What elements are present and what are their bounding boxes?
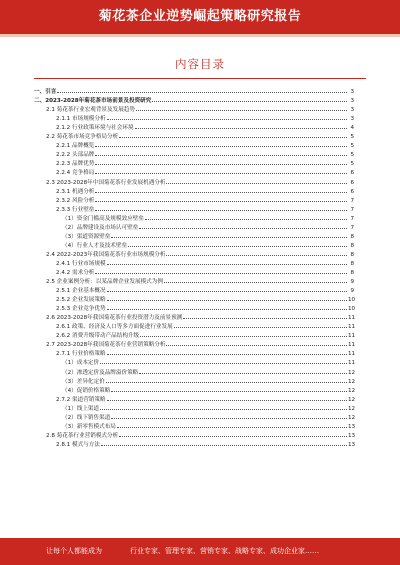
toc-entry[interactable] <box>34 240 354 249</box>
toc-entry[interactable] <box>34 167 354 176</box>
toc-entry-title: （1）成本定价 <box>62 360 100 367</box>
toc-entry-title: 2.2.2 头部品牌 <box>56 152 95 159</box>
toc-entry-title: 2.3.2 风险分析 <box>56 197 95 204</box>
toc-entry-title: 2.8 菊花茶行业营销模式分析 <box>46 432 119 439</box>
dot-leader <box>119 137 347 138</box>
toc-entry-title: 一、引言 <box>34 89 57 96</box>
dot-leader <box>101 445 347 446</box>
toc-entry-title: 2.1.2 行业政策环境与社会环境 <box>56 125 134 132</box>
toc-entry[interactable] <box>34 357 354 366</box>
dot-leader <box>111 391 347 392</box>
toc-entry-page: 6 <box>350 170 354 177</box>
toc-entry[interactable] <box>34 285 354 294</box>
dot-leader <box>100 363 347 364</box>
dot-leader <box>183 318 347 319</box>
dot-leader <box>106 382 347 383</box>
toc-entry[interactable] <box>34 294 354 303</box>
toc-entry-page: 11 <box>348 333 356 340</box>
toc-entry-page: 5 <box>350 143 354 150</box>
toc-entry[interactable] <box>34 403 354 412</box>
toc-entry-title: 2.5 企业案例分析：以某品牌企业发展模式为例 <box>46 279 163 286</box>
toc-entry-title: 2.2.1 品牌概览 <box>56 143 95 150</box>
toc-entry[interactable] <box>34 430 354 439</box>
toc-entry-title: （4）促销价格策略 <box>62 387 111 394</box>
toc-entry[interactable] <box>34 376 354 385</box>
toc-entry[interactable] <box>34 303 354 312</box>
dot-leader <box>107 300 347 301</box>
toc-entry-page: 13 <box>348 423 356 430</box>
dot-leader <box>140 336 347 337</box>
divider <box>34 78 366 79</box>
toc-entry[interactable] <box>34 249 354 258</box>
toc-entry[interactable] <box>34 276 354 285</box>
toc-entry-page: 10 <box>348 297 356 304</box>
header-stripe <box>0 34 400 37</box>
toc-entry[interactable] <box>34 95 354 104</box>
toc-entry[interactable] <box>34 412 354 421</box>
dot-leader <box>95 201 347 202</box>
toc-entry-title: 2.3 2023-2028年中国菊花茶行业发展机遇分析 <box>46 179 166 186</box>
toc-entry-page: 8 <box>350 233 354 240</box>
dot-leader <box>107 309 347 310</box>
toc-entry-page: 3 <box>350 107 354 114</box>
toc-entry[interactable] <box>34 86 354 95</box>
dot-leader <box>119 436 347 437</box>
toc-entry-title: 2.4.2 需求分析 <box>56 269 95 276</box>
dot-leader <box>95 192 347 193</box>
footer-roles: 行业专家、管理专家、营销专家、战略专家、成功企业家…… <box>130 547 319 555</box>
toc-entry-title: 2.4.1 行业市场规模 <box>56 260 106 267</box>
toc-entry-title: （2）线下销售渠道 <box>62 414 111 421</box>
toc-entry[interactable] <box>34 186 354 195</box>
dot-leader <box>111 418 347 419</box>
dot-leader <box>174 327 347 328</box>
toc-entry-page: 8 <box>350 269 354 276</box>
toc-entry-page: 12 <box>348 414 356 421</box>
dot-leader <box>135 128 347 129</box>
dot-leader <box>95 164 347 165</box>
toc-entry[interactable] <box>34 267 354 276</box>
toc-entry[interactable] <box>34 140 354 149</box>
toc-entry[interactable] <box>34 366 354 375</box>
toc-entry[interactable] <box>34 439 354 448</box>
toc-entry-page: 6 <box>350 179 354 186</box>
toc-entry-page: 8 <box>350 260 354 267</box>
dot-leader <box>57 92 347 93</box>
toc-entry[interactable] <box>34 321 354 330</box>
toc-entry-page: 7 <box>350 197 354 204</box>
toc-entry-page: 11 <box>348 360 356 367</box>
toc-entry-page: 4 <box>350 125 354 132</box>
toc-entry[interactable] <box>34 385 354 394</box>
table-of-contents <box>34 86 354 448</box>
toc-entry-title: （3）新零售模式布局 <box>62 423 116 430</box>
toc-entry-title: （1）资金门槛高及规模效应壁垒 <box>62 215 144 222</box>
dot-leader <box>107 400 347 401</box>
toc-entry-title: （2）渗透定价及品牌溢价策略 <box>62 369 139 376</box>
toc-entry-title: 2.1 菊花茶行业宏观背景及发展趋势 <box>46 107 135 114</box>
toc-entry[interactable] <box>34 158 354 167</box>
toc-entry[interactable] <box>34 312 354 321</box>
toc-entry-page: 3 <box>350 98 354 105</box>
toc-entry-page: 8 <box>350 242 354 249</box>
dot-leader <box>136 110 347 111</box>
toc-title: 内容目录 <box>175 57 225 71</box>
dot-leader <box>95 146 347 147</box>
toc-entry[interactable] <box>34 131 354 140</box>
toc-entry-page: 11 <box>348 351 356 358</box>
footer-slogan: 让每个人都能成为 <box>46 547 102 555</box>
toc-entry[interactable] <box>34 122 354 131</box>
toc-entry-title: 2.6.1 政策、经济及人口等多方面促进行业发展 <box>56 324 173 331</box>
toc-entry-title: 2.4 2022-2023年我国菊花茶行业市场规模分析 <box>46 251 166 258</box>
toc-entry-page: 7 <box>350 206 354 213</box>
toc-entry-page: 11 <box>348 315 356 322</box>
toc-entry-page: 12 <box>348 369 356 376</box>
dot-leader <box>95 210 347 211</box>
toc-entry-title: 2.2 菊花茶市场竞争格局分析 <box>46 134 119 141</box>
toc-entry-page: 3 <box>350 116 354 123</box>
toc-entry-title: （4）行业人才及技术壁垒 <box>62 242 128 249</box>
footer-banner <box>0 538 400 565</box>
toc-entry-page: 12 <box>348 396 356 403</box>
toc-entry[interactable] <box>34 113 354 122</box>
toc-entry-title: 2.1.1 市场规模分析 <box>56 116 106 123</box>
toc-entry[interactable] <box>34 204 354 213</box>
dot-leader <box>117 427 347 428</box>
dot-leader <box>107 354 347 355</box>
toc-entry[interactable] <box>34 348 354 357</box>
toc-entry-title: 二、2023-2028年菊花茶市场前景及投资研究 <box>34 98 152 105</box>
dot-leader <box>152 101 347 102</box>
dot-leader <box>95 273 347 274</box>
toc-entry-page: 12 <box>348 387 356 394</box>
toc-entry-page: 13 <box>348 441 356 448</box>
toc-entry-page: 5 <box>350 161 354 168</box>
dot-leader <box>166 255 347 256</box>
toc-entry[interactable] <box>34 104 354 113</box>
toc-entry[interactable] <box>34 176 354 185</box>
toc-entry[interactable] <box>34 258 354 267</box>
dot-leader <box>107 264 347 265</box>
dot-leader <box>145 219 347 220</box>
toc-entry-title: （3）差异化定价 <box>62 378 105 385</box>
toc-entry-page: 5 <box>350 152 354 159</box>
toc-entry-page: 7 <box>350 224 354 231</box>
toc-entry-page: 9 <box>350 288 354 295</box>
toc-entry-title: 2.6 2023-2028年我国菊花茶行业投资潜力及前景预测 <box>46 315 183 322</box>
toc-entry-page: 9 <box>350 279 354 286</box>
dot-leader <box>164 282 347 283</box>
toc-entry[interactable] <box>34 339 354 348</box>
toc-entry-title: 2.3.3 行业壁垒 <box>56 206 95 213</box>
dot-leader <box>139 373 347 374</box>
toc-entry[interactable] <box>34 394 354 403</box>
toc-entry-title: 2.6.2 消费升级带动产品结构升级 <box>56 333 140 340</box>
toc-entry[interactable] <box>34 213 354 222</box>
toc-entry-title: 2.8.1 模式与方法 <box>56 441 100 448</box>
dot-leader <box>107 119 347 120</box>
toc-entry-page: 11 <box>348 342 356 349</box>
toc-entry-page: 10 <box>348 306 356 313</box>
dot-leader <box>166 183 347 184</box>
toc-entry-page: 7 <box>350 215 354 222</box>
toc-entry-page: 12 <box>348 405 356 412</box>
toc-entry[interactable] <box>34 222 354 231</box>
toc-entry[interactable] <box>34 421 354 430</box>
toc-entry-page: 13 <box>348 432 356 439</box>
dot-leader <box>139 228 347 229</box>
toc-entry[interactable] <box>34 231 354 240</box>
toc-entry-title: 2.2.3 品牌优势 <box>56 161 95 168</box>
dot-leader <box>166 345 347 346</box>
toc-entry-title: 2.7.1 行业价格策略 <box>56 351 106 358</box>
dot-leader <box>107 291 347 292</box>
toc-entry-title: 2.3.1 机遇分析 <box>56 188 95 195</box>
toc-entry-page: 3 <box>350 89 354 96</box>
toc-entry-title: 2.2.4 竞争格局 <box>56 170 95 177</box>
toc-entry[interactable] <box>34 195 354 204</box>
toc-entry-title: 2.7 2023-2028年我国菊花茶行业营销策略分析 <box>46 342 166 349</box>
toc-entry-page: 12 <box>348 378 356 385</box>
toc-entry-page: 5 <box>350 134 354 141</box>
toc-entry-title: （1）线上渠道 <box>62 405 100 412</box>
dot-leader <box>128 246 347 247</box>
toc-entry-page: 6 <box>350 188 354 195</box>
report-title: 菊花茶企业逆势崛起策略研究报告 <box>98 9 302 24</box>
toc-entry-page: 11 <box>348 324 356 331</box>
toc-entry-title: （3）渠道资源壁垒 <box>62 233 111 240</box>
toc-entry-title: 2.5.3 企业竞争优势 <box>56 306 106 313</box>
toc-entry-title: 2.7.2 渠道营销策略 <box>56 396 106 403</box>
dot-leader <box>95 173 347 174</box>
toc-entry-title: 2.5.1 企业基本概况 <box>56 288 106 295</box>
toc-entry[interactable] <box>34 330 354 339</box>
dot-leader <box>95 155 347 156</box>
dot-leader <box>111 237 347 238</box>
toc-entry-page: 8 <box>350 251 354 258</box>
toc-entry[interactable] <box>34 149 354 158</box>
toc-entry-title: （2）品牌建设及市场认可壁垒 <box>62 224 139 231</box>
dot-leader <box>100 409 347 410</box>
toc-entry-title: 2.5.2 企业发展策略 <box>56 297 106 304</box>
